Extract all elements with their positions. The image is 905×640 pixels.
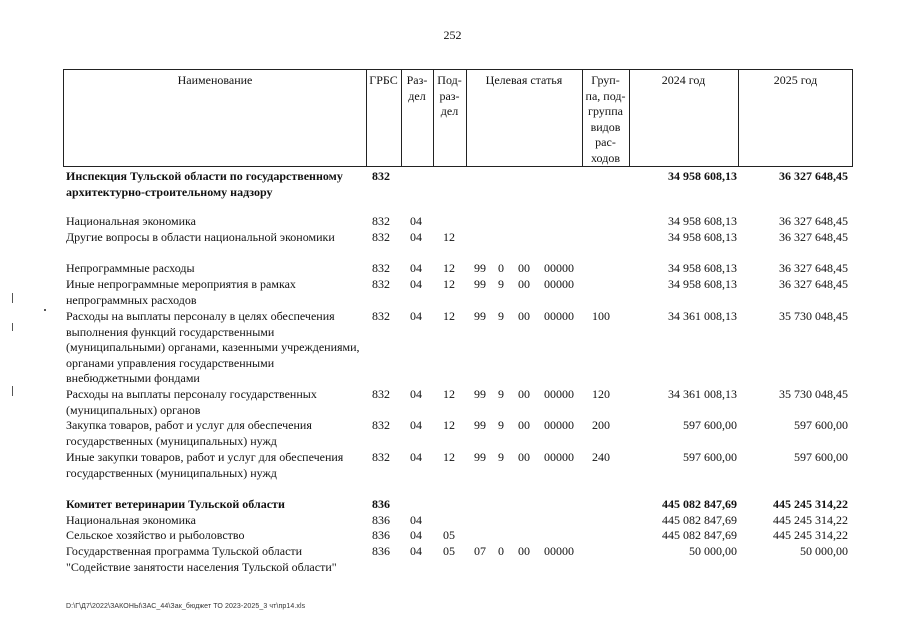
scan-mark [44,309,46,311]
header-target: Целевая статья [485,73,563,87]
header-2025: 2025 год [773,73,818,87]
header-2024: 2024 год [661,73,706,87]
page-number: 252 [443,28,462,42]
scan-mark [12,386,13,396]
file-path-footer: D:\Г\Д7\2022\ЗАКОНЫ\ЗАС_44\Зак_бюджет ТО 2023-2025_3 чт\пр14.xls [66,603,306,610]
header-razdel: Раз- дел [406,73,428,103]
scan-mark [12,293,13,303]
header-name: Наименование [177,73,253,87]
header-grbs: ГРБС [369,73,398,87]
header-vid: Груп- па, под- группа видов рас- ходов [585,73,626,165]
scan-mark [12,323,13,331]
header-podrazdel: Под- раз- дел [437,73,462,118]
